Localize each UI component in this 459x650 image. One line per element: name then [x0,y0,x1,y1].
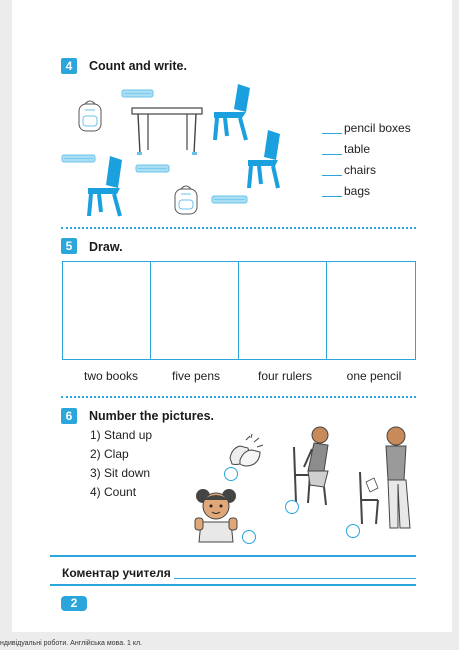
caption-four-rulers: four rulers [257,369,313,383]
answer-circle[interactable] [346,524,360,538]
list-item-stand-up: 1) Stand up [90,428,153,442]
section-divider [61,227,416,229]
section-divider [61,396,416,398]
task6-number-badge: 6 [61,408,77,424]
list-item-sit-down: 3) Sit down [90,466,151,480]
list-item-count: 4) Count [90,485,137,499]
boy-standing-icon [352,424,414,532]
task5-number-badge: 5 [61,238,77,254]
teacher-comment-line[interactable] [174,578,416,579]
backpack-icon [172,183,200,217]
word-chairs: chairs [344,163,377,177]
word-table: table [344,142,371,156]
boy-sitting-icon [288,425,344,511]
drawing-box-pencil[interactable] [326,261,416,360]
answer-circle[interactable] [224,467,238,481]
answer-blank[interactable] [322,175,342,176]
girl-counting-icon [193,486,239,542]
caption-one-pencil: one pencil [346,369,402,383]
drawing-box-books[interactable] [62,261,152,360]
caption-two-books: two books [83,369,139,383]
task5-title: Draw. [89,240,123,254]
task4-title: Count and write. [89,59,187,73]
chair-icon [246,128,290,190]
drawing-box-pens[interactable] [150,261,240,360]
page-number-badge: 2 [61,596,87,611]
word-bags: bags [344,184,371,198]
answer-circle[interactable] [285,500,299,514]
backpack-icon [76,98,104,134]
answer-circle[interactable] [242,530,256,544]
answer-blank[interactable] [322,196,342,197]
drawing-box-rulers[interactable] [238,261,328,360]
footer-divider [50,555,416,557]
word-pencil-boxes: pencil boxes [344,121,411,135]
task4-number-badge: 4 [61,58,77,74]
teacher-comment-label: Коментар учителя [62,566,171,580]
chair-icon [86,154,130,218]
pencil-box-icon [212,195,248,205]
caption-five-pens: five pens [171,369,221,383]
pencil-box-icon [136,164,170,174]
answer-blank[interactable] [322,154,342,155]
clapping-hands-icon [226,434,272,468]
pencil-box-icon [122,89,154,99]
task6-title: Number the pictures. [89,409,215,423]
footer-divider [50,584,416,586]
publisher-footer-text: ндивідуальні роботи. Англійська мова. 1 кл. [0,640,142,647]
list-item-clap: 2) Clap [90,447,129,461]
table-icon [132,108,204,158]
answer-blank[interactable] [322,133,342,134]
